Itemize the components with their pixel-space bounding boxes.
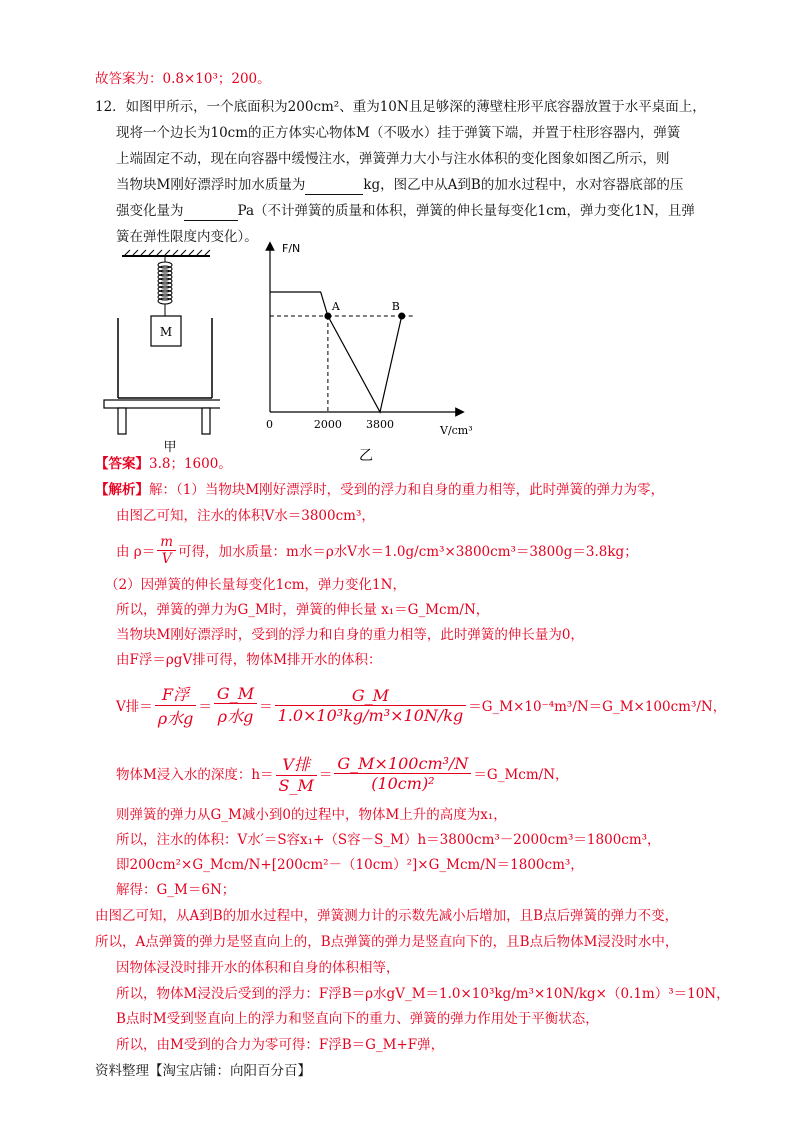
eq2-f1-den: S_M	[278, 775, 314, 795]
answer-line	[95, 455, 232, 473]
analysis-line-3	[116, 530, 638, 570]
analysis-line-16: B点时M受到竖直向上的浮力和竖直向下的重力、弹簧的弹力作用处于平衡状态，	[116, 1011, 599, 1027]
y-axis-label: F/N	[282, 242, 301, 255]
question-line-2: 现将一个边长为10cm的正方体实心物体M（不吸水）挂于弹簧下端，并置于柱形容器内，弹簧	[116, 125, 681, 141]
equation-immersion-depth: 物体M浸入水的深度：h＝ $\frac{\text{V排}}{S\_M}$ ＝ $\frac{\text{G\_M×100cm³/N}}{\text{(10cm)²}}$ ＝G_Mcm/N，	[116, 753, 569, 795]
question-line-3: 上端固定不动，现在向容器中缓慢注水，弹簧弹力大小与注水体积的变化图象如图乙所示，则	[116, 151, 670, 167]
figure-yi-chart	[262, 238, 502, 466]
question-line-4	[116, 176, 683, 195]
eq1-f3-num: G_M	[275, 686, 467, 706]
x-axis-label: V/cm³	[440, 424, 473, 437]
analysis-line-11: 解得：G_M＝6N；	[116, 882, 236, 898]
origin-label: 0	[266, 418, 273, 431]
analysis-line-5: 所以，弹簧的弹力为G_M时，弹簧的伸长量 x₁＝G_Mcm/N，	[116, 602, 490, 618]
spring	[158, 256, 172, 316]
analysis-line-12: 由图乙可知，从A到B的加水过程中，弹簧测力计的示数先减小后增加，且B点后弹簧的弹力不变，	[95, 908, 679, 924]
block-m-label: M	[159, 325, 173, 339]
eq1-f1-num: F浮	[155, 682, 197, 706]
analysis-line-10: 即200cm²×G_Mcm/N+[200cm²－（10cm）²]×G_Mcm/N＝1800cm³，	[116, 857, 584, 873]
eq1-fraction-3	[275, 686, 467, 725]
analysis-label: 【解析】	[95, 482, 149, 498]
table-top	[104, 400, 220, 408]
question-line-5	[116, 202, 695, 221]
question-line-6: 簧在弹性限度内变化）。	[116, 229, 258, 245]
footer: 资料整理【淘宝店铺：向阳百分百】	[95, 1063, 311, 1079]
answer-blank-1	[305, 176, 363, 195]
question-line-5-start: 强变化量为	[116, 203, 184, 219]
answer-value: 3.8；1600。	[149, 456, 232, 472]
question-line-4-start: 当物块M刚好漂浮时加水质量为	[116, 177, 306, 193]
point-a-label: A	[331, 300, 340, 313]
eq1-fraction-1	[155, 682, 197, 729]
figure-jia	[100, 248, 220, 453]
analysis-line-1	[95, 481, 664, 499]
eq2-rhs: ＝G_Mcm/N，	[473, 767, 569, 783]
density-fraction	[157, 534, 176, 567]
analysis-line-4: （2）因弹簧的伸长量每变化1cm，弹力变化1N，	[105, 577, 406, 593]
equation-displaced-volume: V排＝ $\frac{\text{F浮}}{\text{ρ水g}}$ ＝ $\frac{G\_M}{\text{ρ水g}}$ ＝ $\frac{G\_M}{\text{1.0×10³kg/m³×10N/kg}}$ ＝G_M×10⁻⁴m³/N＝G_M×100cm³/N，	[116, 683, 727, 728]
analysis-text-1: 解：（1）当物块M刚好漂浮时，受到的浮力和自身的重力相等，此时弹簧的弹力为零，	[149, 482, 665, 498]
eq1-fraction-2	[214, 684, 257, 727]
analysis-line-13: 所以，A点弹簧的弹力是竖直向上的，B点弹簧的弹力是竖直向下的，且B点后物体M浸没时水中，	[95, 934, 679, 950]
eq1-f2-den: ρ水g	[217, 706, 254, 726]
analysis-line-14: 因物体浸没时排开水的体积和自身的体积相等，	[116, 960, 400, 976]
question-line-4-end: kg，图乙中从A到B的加水过程中，水对容器底部的压	[363, 177, 684, 193]
question-line-1: 12．如图甲所示，一个底面积为200cm²、重为10N且足够深的薄壁柱形平底容器放置于水平桌面上，	[95, 99, 706, 115]
analysis-line-9: 所以，注水的体积：V水′＝S容x₁+（S容－S_M）h＝3800cm³－2000cm³＝1800cm³，	[116, 832, 661, 848]
point-a-marker	[324, 313, 331, 320]
point-b-label: B	[391, 300, 400, 313]
eq1-f1-den: ρ水g	[157, 708, 194, 728]
analysis-line-6: 当物块M刚好漂浮时，受到的浮力和自身的重力相等，此时弹簧的伸长量为0，	[116, 627, 584, 643]
answer-label: 【答案】	[95, 456, 149, 472]
x-tick-label-3800: 3800	[366, 418, 394, 431]
question-line-5-end: Pa（不计弹簧的质量和体积，弹簧的伸长量每变化1cm，弹力变化1N，且弹	[237, 203, 695, 219]
density-formula-prefix: 由 ρ＝	[116, 544, 156, 560]
density-denominator: V	[161, 550, 172, 567]
eq2-f2-num: G_M×100cm³/N	[334, 754, 471, 774]
analysis-line-15: 所以，物体M浸没后受到的浮力：F浮B＝ρ水gV_M＝1.0×10³kg/m³×10N/kg×（0.1m）³＝10N，	[116, 986, 730, 1002]
table-leg-left	[118, 408, 126, 434]
density-numerator: m	[157, 534, 176, 551]
analysis-line-2: 由图乙可知，注水的体积V水＝3800cm³，	[116, 508, 375, 524]
eq1-f3-den: 1.0×10³kg/m³×10N/kg	[277, 705, 464, 725]
eq1-lhs: V排＝	[116, 699, 153, 715]
analysis-line-17: 所以，由M受到的合力为零可得：F浮B＝G_M+F弹，	[116, 1037, 445, 1053]
eq2-fraction-1	[276, 752, 317, 795]
eq2-f2-den: (10cm)²	[371, 773, 435, 793]
answer-blank-2	[184, 202, 238, 221]
analysis-line-8: 则弹簧的弹力从G_M减小到0的过程中，物体M上升的高度为x₁，	[116, 807, 507, 823]
figure-yi-caption: 乙	[359, 448, 373, 464]
previous-answer: 故答案为：0.8×10³；200。	[95, 71, 271, 87]
table-leg-right	[202, 408, 210, 434]
point-b-marker	[398, 313, 405, 320]
eq1-f2-num: G_M	[214, 684, 257, 704]
eq2-lhs: 物体M浸入水的深度：h＝	[116, 767, 274, 783]
figure-jia-caption: 甲	[163, 440, 177, 453]
eq2-f1-num: V排	[276, 752, 317, 776]
eq1-rhs: ＝G_M×10⁻⁴m³/N＝G_M×100cm³/N，	[468, 699, 727, 715]
eq2-fraction-2	[334, 754, 471, 793]
x-tick-label-2000: 2000	[313, 418, 342, 431]
analysis-line-7: 由F浮＝ρgV排可得，物体M排开水的体积：	[116, 652, 382, 668]
density-formula-suffix: 可得，加水质量：m水＝ρ水V水＝1.0g/cm³×3800cm³＝3800g＝3.8kg；	[178, 544, 638, 560]
